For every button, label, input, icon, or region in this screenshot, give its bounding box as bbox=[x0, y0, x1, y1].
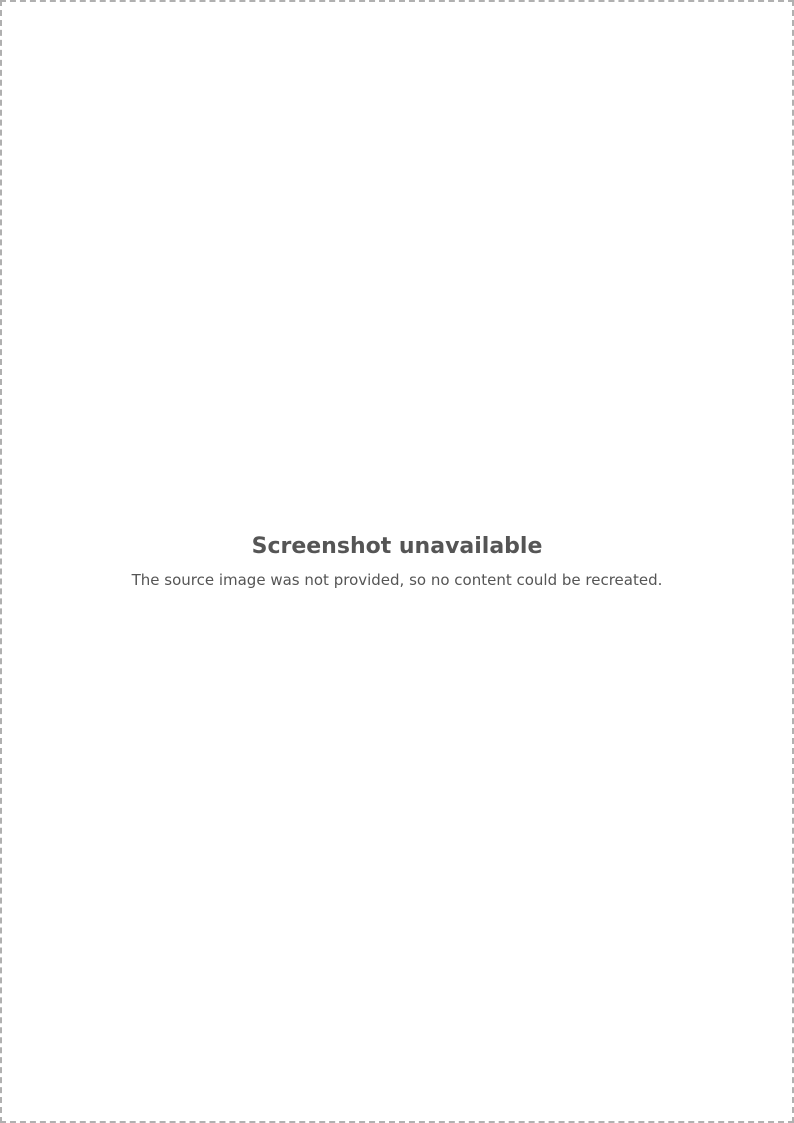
placeholder-note: The source image was not provided, so no content could be recreated. bbox=[131, 571, 663, 589]
placeholder-title: Screenshot unavailable bbox=[251, 534, 543, 559]
